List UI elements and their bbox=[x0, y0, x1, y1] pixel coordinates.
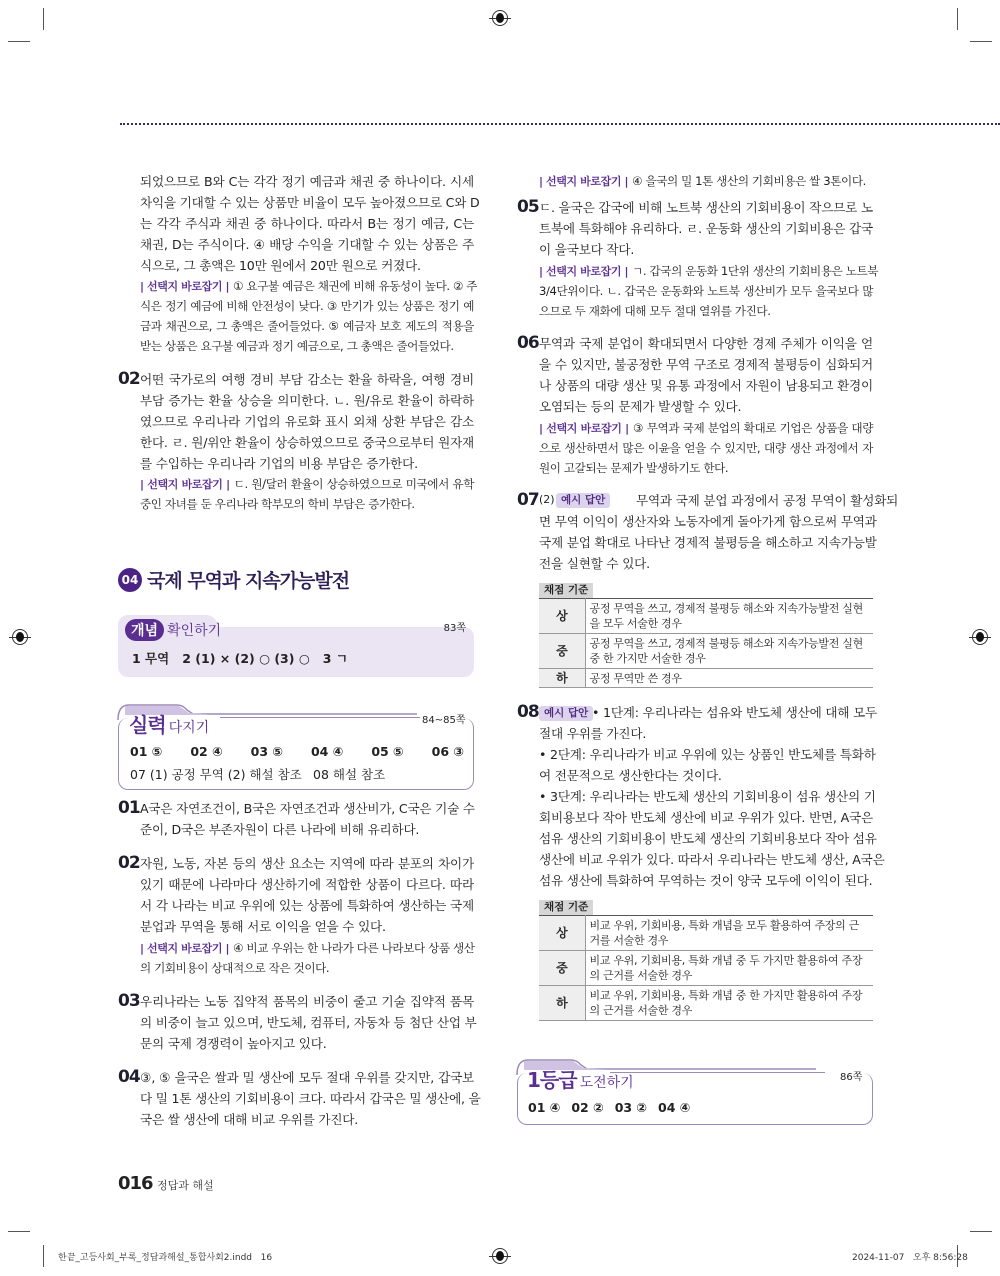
question-number: 07 bbox=[517, 490, 539, 510]
choice-correction-note bbox=[539, 418, 873, 478]
criteria-label: 채점 기준 bbox=[539, 900, 593, 915]
skill-answers-row bbox=[130, 744, 464, 759]
text-line: 이 을국보다 작다. bbox=[539, 242, 635, 257]
answer-explanation bbox=[140, 853, 474, 937]
question-number: 02 bbox=[118, 369, 140, 389]
crop-mark bbox=[43, 1245, 44, 1267]
text-line: 의 비중이 늘고 있으며, 반도체, 컴퓨터, 자동차 등 첨단 산업 부 bbox=[140, 1015, 477, 1030]
skill-header bbox=[129, 709, 209, 738]
text-line: 국은 쌀 생산에 대해 비교 우위를 가진다. bbox=[140, 1112, 359, 1127]
answer-item: 04 ④ bbox=[310, 744, 344, 759]
text-line: 절대 우위를 가진다. bbox=[539, 726, 647, 741]
text-line: 국제 분업 확대로 나타난 경제적 불평등을 해소하고 지속가능발 bbox=[539, 535, 877, 550]
concept-check-header bbox=[125, 619, 221, 641]
criteria-grade: 중 bbox=[539, 951, 585, 986]
answer-item: 06 ③ bbox=[431, 744, 464, 759]
scoring-criteria-table bbox=[539, 598, 873, 688]
registration-mark-icon bbox=[12, 629, 28, 645]
text-line: A국은 자연조건이, B국은 자연조건과 생산비가, C국은 기술 수 bbox=[140, 801, 475, 816]
answer-item: 07 (1) 공정 무역 (2) 해설 참조 bbox=[130, 767, 302, 782]
question-number: 04 bbox=[118, 1067, 140, 1087]
text-line: 차익을 기대할 수 있는 상품만 비율이 모두 높아졌으므로 C와 D bbox=[140, 195, 480, 210]
text-line: | 선택지 바로잡기 | ① 요구불 예금은 채권에 비해 유동성이 높다. ② 주 bbox=[140, 279, 478, 293]
text-line: 으로 생산하면서 많은 이윤을 얻을 수 있지만, 대량 생산 과정에서 자 bbox=[539, 441, 873, 455]
header-dotted-rule bbox=[120, 123, 1000, 125]
crop-mark bbox=[8, 1231, 30, 1232]
crop-mark bbox=[970, 1231, 992, 1232]
choice-correction-label: | 선택지 바로잡기 | bbox=[140, 280, 230, 293]
answer-item: 03 ② bbox=[614, 1100, 648, 1115]
section-heading bbox=[118, 566, 349, 593]
text-line: 받는 상품은 요구불 예금과 정기 예금으로, 그 총액은 줄어들었다. bbox=[140, 339, 454, 353]
scoring-criteria-table bbox=[539, 915, 873, 1021]
choice-correction-note bbox=[539, 171, 873, 191]
answer-explanation bbox=[140, 991, 477, 1054]
choice-correction-label: | 선택지 바로잡기 | bbox=[140, 942, 230, 955]
criteria-label: 채점 기준 bbox=[539, 583, 593, 598]
text-line: • 1단계: 우리나라는 섬유와 반도체 생산에 대해 모두 bbox=[592, 705, 878, 720]
criteria-description: 비교 우위, 기회비용, 특화 개념을 모두 활용하여 주장의 근거를 서술한 경우 bbox=[585, 916, 873, 951]
challenge-rule bbox=[610, 1072, 825, 1073]
criteria-row bbox=[539, 669, 873, 688]
answer-item: 01 ④ bbox=[528, 1100, 561, 1115]
criteria-row bbox=[539, 951, 873, 986]
text-line: 의 기회비용이 상대적으로 작은 것이다. bbox=[140, 961, 330, 975]
criteria-description: 공정 무역만 쓴 경우 bbox=[585, 669, 873, 688]
text-line: 우리나라는 노동 집약적 품목의 비중이 줄고 기술 집약적 품목 bbox=[140, 994, 474, 1009]
example-answer-badge: 예시 답안 bbox=[556, 493, 610, 508]
answer-explanation bbox=[539, 490, 899, 574]
answer-explanation bbox=[140, 798, 474, 840]
question-number: 01 bbox=[118, 798, 140, 818]
crop-mark bbox=[957, 8, 958, 30]
criteria-description: 공정 무역을 쓰고, 경제적 불평등 해소와 지속가능발전 실현을 모두 서술한 경우 bbox=[585, 599, 873, 634]
text-line: 다 밀 1톤 생산의 기회비용이 크다. 따라서 갑국은 밀 생산에, 을 bbox=[140, 1091, 481, 1106]
challenge-header bbox=[527, 1064, 634, 1093]
criteria-grade: 중 bbox=[539, 634, 585, 669]
answer-item: 04 ④ bbox=[658, 1100, 691, 1115]
choice-correction-note bbox=[140, 276, 478, 356]
print-timestamp: 2024-11-07 오후 8:56:28 bbox=[852, 1253, 968, 1263]
answer-explanation bbox=[539, 197, 873, 260]
text-line: 한다. ㄹ. 원/위안 환율이 상승하였으므로 중국으로부터 원자재 bbox=[140, 435, 474, 450]
answer-explanation bbox=[140, 369, 474, 474]
criteria-grade: 상 bbox=[539, 916, 585, 951]
criteria-row bbox=[539, 916, 873, 951]
text-line: 오염되는 등의 문제가 발생할 수 있다. bbox=[539, 399, 742, 414]
text-line: 는 각각 주식과 채권 중 하나이다. 따라서 B는 정기 예금, C는 bbox=[140, 216, 474, 231]
text-line: 채권, D는 주식이다. ④ 배당 수익을 기대할 수 있는 상품은 주 bbox=[140, 237, 474, 252]
text-line: 면 무역 이익이 생산자와 노동자에게 돌아가게 함으로써 무역과 bbox=[539, 514, 877, 529]
challenge-answers-row bbox=[528, 1100, 690, 1115]
text-line: 를 수입하는 우리나라 기업의 비용 부담은 증가한다. bbox=[140, 456, 418, 471]
text-line: 분업과 무역을 통해 서로 이익을 얻을 수 있다. bbox=[140, 919, 386, 934]
text-line: 무역과 국제 분업이 확대되면서 다양한 경제 주체가 이익을 얻 bbox=[539, 336, 873, 351]
registration-mark-icon bbox=[492, 10, 508, 26]
text-line: 생산에 비교 우위가 있다. 따라서 우리나라는 반도체 생산, A국은 bbox=[539, 852, 885, 867]
text-line: 트북에 특화해야 유리하다. ㄹ. 운동화 생산의 기회비용은 갑국 bbox=[539, 221, 873, 236]
text-line: • 2단계: 우리나라가 비교 우위에 있는 상품인 반도체를 특화하 bbox=[539, 747, 876, 762]
text-line: 을 수 있지만, 불공정한 무역 구조로 경제적 불평등이 심화되거 bbox=[539, 357, 873, 372]
choice-correction-label: | 선택지 바로잡기 | bbox=[539, 422, 629, 435]
page-reference: 86쪽 bbox=[840, 1072, 863, 1083]
answer-item: 03 ⑤ bbox=[250, 744, 283, 759]
page-reference: 84~85쪽 bbox=[422, 715, 466, 726]
text-line: 으므로 두 재화에 대해 모두 절대 열위를 가진다. bbox=[539, 304, 771, 318]
choice-correction-label: | 선택지 바로잡기 | bbox=[539, 175, 629, 188]
registration-mark-icon bbox=[492, 1248, 508, 1264]
choice-correction-label: | 선택지 바로잡기 | bbox=[539, 265, 629, 278]
concept-tab-title: 확인하기 bbox=[167, 623, 222, 639]
skill-tab-title: 다지기 bbox=[168, 720, 210, 736]
choice-correction-note bbox=[140, 474, 474, 514]
text-line: | 선택지 바로잡기 | ㄱ. 갑국의 운동화 1단위 생산의 기회비용은 노트북 bbox=[539, 264, 879, 278]
text-line: 금과 채권으로, 그 총액은 줄어들었다. ⑤ 예금자 보호 제도의 적용을 bbox=[140, 319, 474, 333]
text-line: 섬유 생산의 기회비용이 반도체 생산의 기회비용보다 작아 섬유 bbox=[539, 831, 877, 846]
text-line: 전을 실현할 수 있다. bbox=[539, 556, 650, 571]
text-line: 문의 국제 경쟁력이 높아지고 있다. bbox=[140, 1036, 327, 1051]
criteria-description: 공정 무역을 쓰고, 경제적 불평등 해소와 지속가능발전 실현 중 한 가지만 서술한 경우 bbox=[585, 634, 873, 669]
question-number: 08 bbox=[517, 702, 539, 722]
answer-item: 01 ⑤ bbox=[130, 744, 163, 759]
criteria-description: 비교 우위, 기회비용, 특화 개념 중 한 가지만 활용하여 주장의 근거를 서술한 경우 bbox=[585, 986, 873, 1021]
text-line: 여 전문적으로 생산한다는 것이다. bbox=[539, 768, 722, 783]
challenge-tab-label: 1등급 bbox=[527, 1068, 577, 1092]
text-line: 섬유 생산에 특화하여 무역하는 것이 양국 모두에 이익이 된다. bbox=[539, 873, 873, 888]
text-line: 부담 증가는 환율 상승을 의미한다. ㄴ. 원/유로 환율이 하락하 bbox=[140, 393, 474, 408]
text-line: • 3단계: 우리나라는 반도체 생산의 기회비용이 섬유 생산의 기 bbox=[539, 789, 876, 804]
text-line: 있기 때문에 나라마다 생산하기에 적합한 상품이 다르다. 따라 bbox=[140, 877, 474, 892]
choice-correction-note bbox=[140, 938, 474, 978]
text-line: 준이, D국은 부존자원이 다른 나라에 비해 유리하다. bbox=[140, 822, 420, 837]
concept-tab-pill: 개념 bbox=[125, 619, 164, 641]
text-line: 식으로, 그 총액은 10만 원에서 20만 원으로 커졌다. bbox=[140, 258, 421, 273]
section-title: 국제 무역과 지속가능발전 bbox=[147, 570, 350, 592]
choice-correction-note bbox=[539, 261, 879, 321]
page-number: 016 bbox=[118, 1173, 153, 1194]
text-line: 3/4단위이다. ㄴ. 갑국은 운동화와 노트북 생산비가 모두 을국보다 많 bbox=[539, 284, 873, 298]
text-line: | 선택지 바로잡기 | ③ 무역과 국제 분업의 확대로 기업은 상품을 대량 bbox=[539, 421, 873, 435]
text-line: 식은 정기 예금에 비해 안전성이 낮다. ③ 만기가 있는 상품은 정기 예 bbox=[140, 299, 474, 313]
text-line: 중인 자녀를 둔 우리나라 학부모의 학비 부담은 증가한다. bbox=[140, 497, 415, 511]
choice-correction-label: | 선택지 바로잡기 | bbox=[140, 478, 230, 491]
answer-continuation bbox=[140, 171, 480, 276]
answer-item: 02 ② bbox=[571, 1100, 604, 1115]
text-line: ③, ⑤ 을국은 쌀과 밀 생산에 모두 절대 우위를 갖지만, 갑국보 bbox=[140, 1070, 474, 1085]
text-line: 어떤 국가로의 여행 경비 부담 감소는 환율 하락을, 여행 경비 bbox=[140, 372, 474, 387]
sub-question-label: (2) bbox=[539, 493, 555, 506]
crop-mark bbox=[8, 41, 30, 42]
text-line: 원이 고갈되는 문제가 발생하기도 한다. bbox=[539, 461, 729, 475]
page-label: 정답과 해설 bbox=[157, 1179, 214, 1192]
answer-explanation bbox=[140, 1067, 481, 1130]
section-number-badge: 04 bbox=[118, 568, 142, 592]
answer-explanation bbox=[539, 702, 885, 891]
text-line: 나 상품의 대량 생산 및 유통 과정에서 자원이 남용되고 환경이 bbox=[539, 378, 873, 393]
question-number: 05 bbox=[517, 197, 539, 217]
question-number: 06 bbox=[517, 333, 539, 353]
skill-tab-label: 실력 bbox=[129, 713, 166, 737]
text-line: | 선택지 바로잡기 | ④ 을국의 밀 1톤 생산의 기회비용은 쌀 3톤이다. bbox=[539, 174, 866, 188]
registration-mark-icon bbox=[972, 629, 988, 645]
skill-rule bbox=[220, 717, 420, 718]
criteria-description: 비교 우위, 기회비용, 특화 개념 중 두 가지만 활용하여 주장의 근거를 서술한 경우 bbox=[585, 951, 873, 986]
text-line: 자원, 노동, 자본 등의 생산 요소는 지역에 따라 분포의 차이가 bbox=[140, 856, 474, 871]
answer-item: 08 해설 참조 bbox=[313, 767, 386, 782]
text-line: | 선택지 바로잡기 | ㄷ. 원/달러 환율이 상승하였으므로 미국에서 유학 bbox=[140, 477, 474, 491]
text-line: | 선택지 바로잡기 | ④ 비교 우위는 한 나라가 다른 나라보다 상품 생산 bbox=[140, 941, 475, 955]
crop-mark bbox=[970, 41, 992, 42]
criteria-row bbox=[539, 634, 873, 669]
text-line: 무역과 국제 분업 과정에서 공정 무역이 활성화되 bbox=[636, 493, 899, 508]
page-reference: 83쪽 bbox=[443, 623, 466, 634]
answer-item: 05 ⑤ bbox=[371, 744, 404, 759]
text-line: 서 각 나라는 비교 우위에 있는 상품에 특화하여 생산하는 국제 bbox=[140, 898, 474, 913]
answer-item: 02 ④ bbox=[190, 744, 223, 759]
criteria-row bbox=[539, 986, 873, 1021]
question-number: 02 bbox=[118, 853, 140, 873]
example-answer-badge: 예시 답안 bbox=[539, 706, 593, 721]
crop-mark bbox=[43, 8, 44, 30]
criteria-grade: 하 bbox=[539, 669, 585, 688]
text-line: ㄷ. 을국은 갑국에 비해 노트북 생산의 기회비용이 작으므로 노 bbox=[539, 200, 873, 215]
answer-explanation bbox=[539, 333, 873, 417]
text-line: 였으므로 우리나라 기업의 유로화 표시 외채 상환 부담은 감소 bbox=[140, 414, 474, 429]
question-number: 03 bbox=[118, 991, 140, 1011]
criteria-grade: 하 bbox=[539, 986, 585, 1021]
file-name: 한끝_고등사회_부록_정답과해설_통합사회2.indd 16 bbox=[58, 1253, 273, 1263]
challenge-tab-title: 도전하기 bbox=[579, 1075, 634, 1091]
criteria-grade: 상 bbox=[539, 599, 585, 634]
criteria-row bbox=[539, 599, 873, 634]
text-line: 회비용보다 작아 반도체 생산에 비교 우위가 있다. 반면, A국은 bbox=[539, 810, 873, 825]
concept-answers: 1 무역 2 (1) × (2) ○ (3) ○ 3 ㄱ bbox=[132, 651, 348, 666]
text-line: 되었으므로 B와 C는 각각 정기 예금과 채권 중 하나이다. 시세 bbox=[140, 174, 474, 189]
